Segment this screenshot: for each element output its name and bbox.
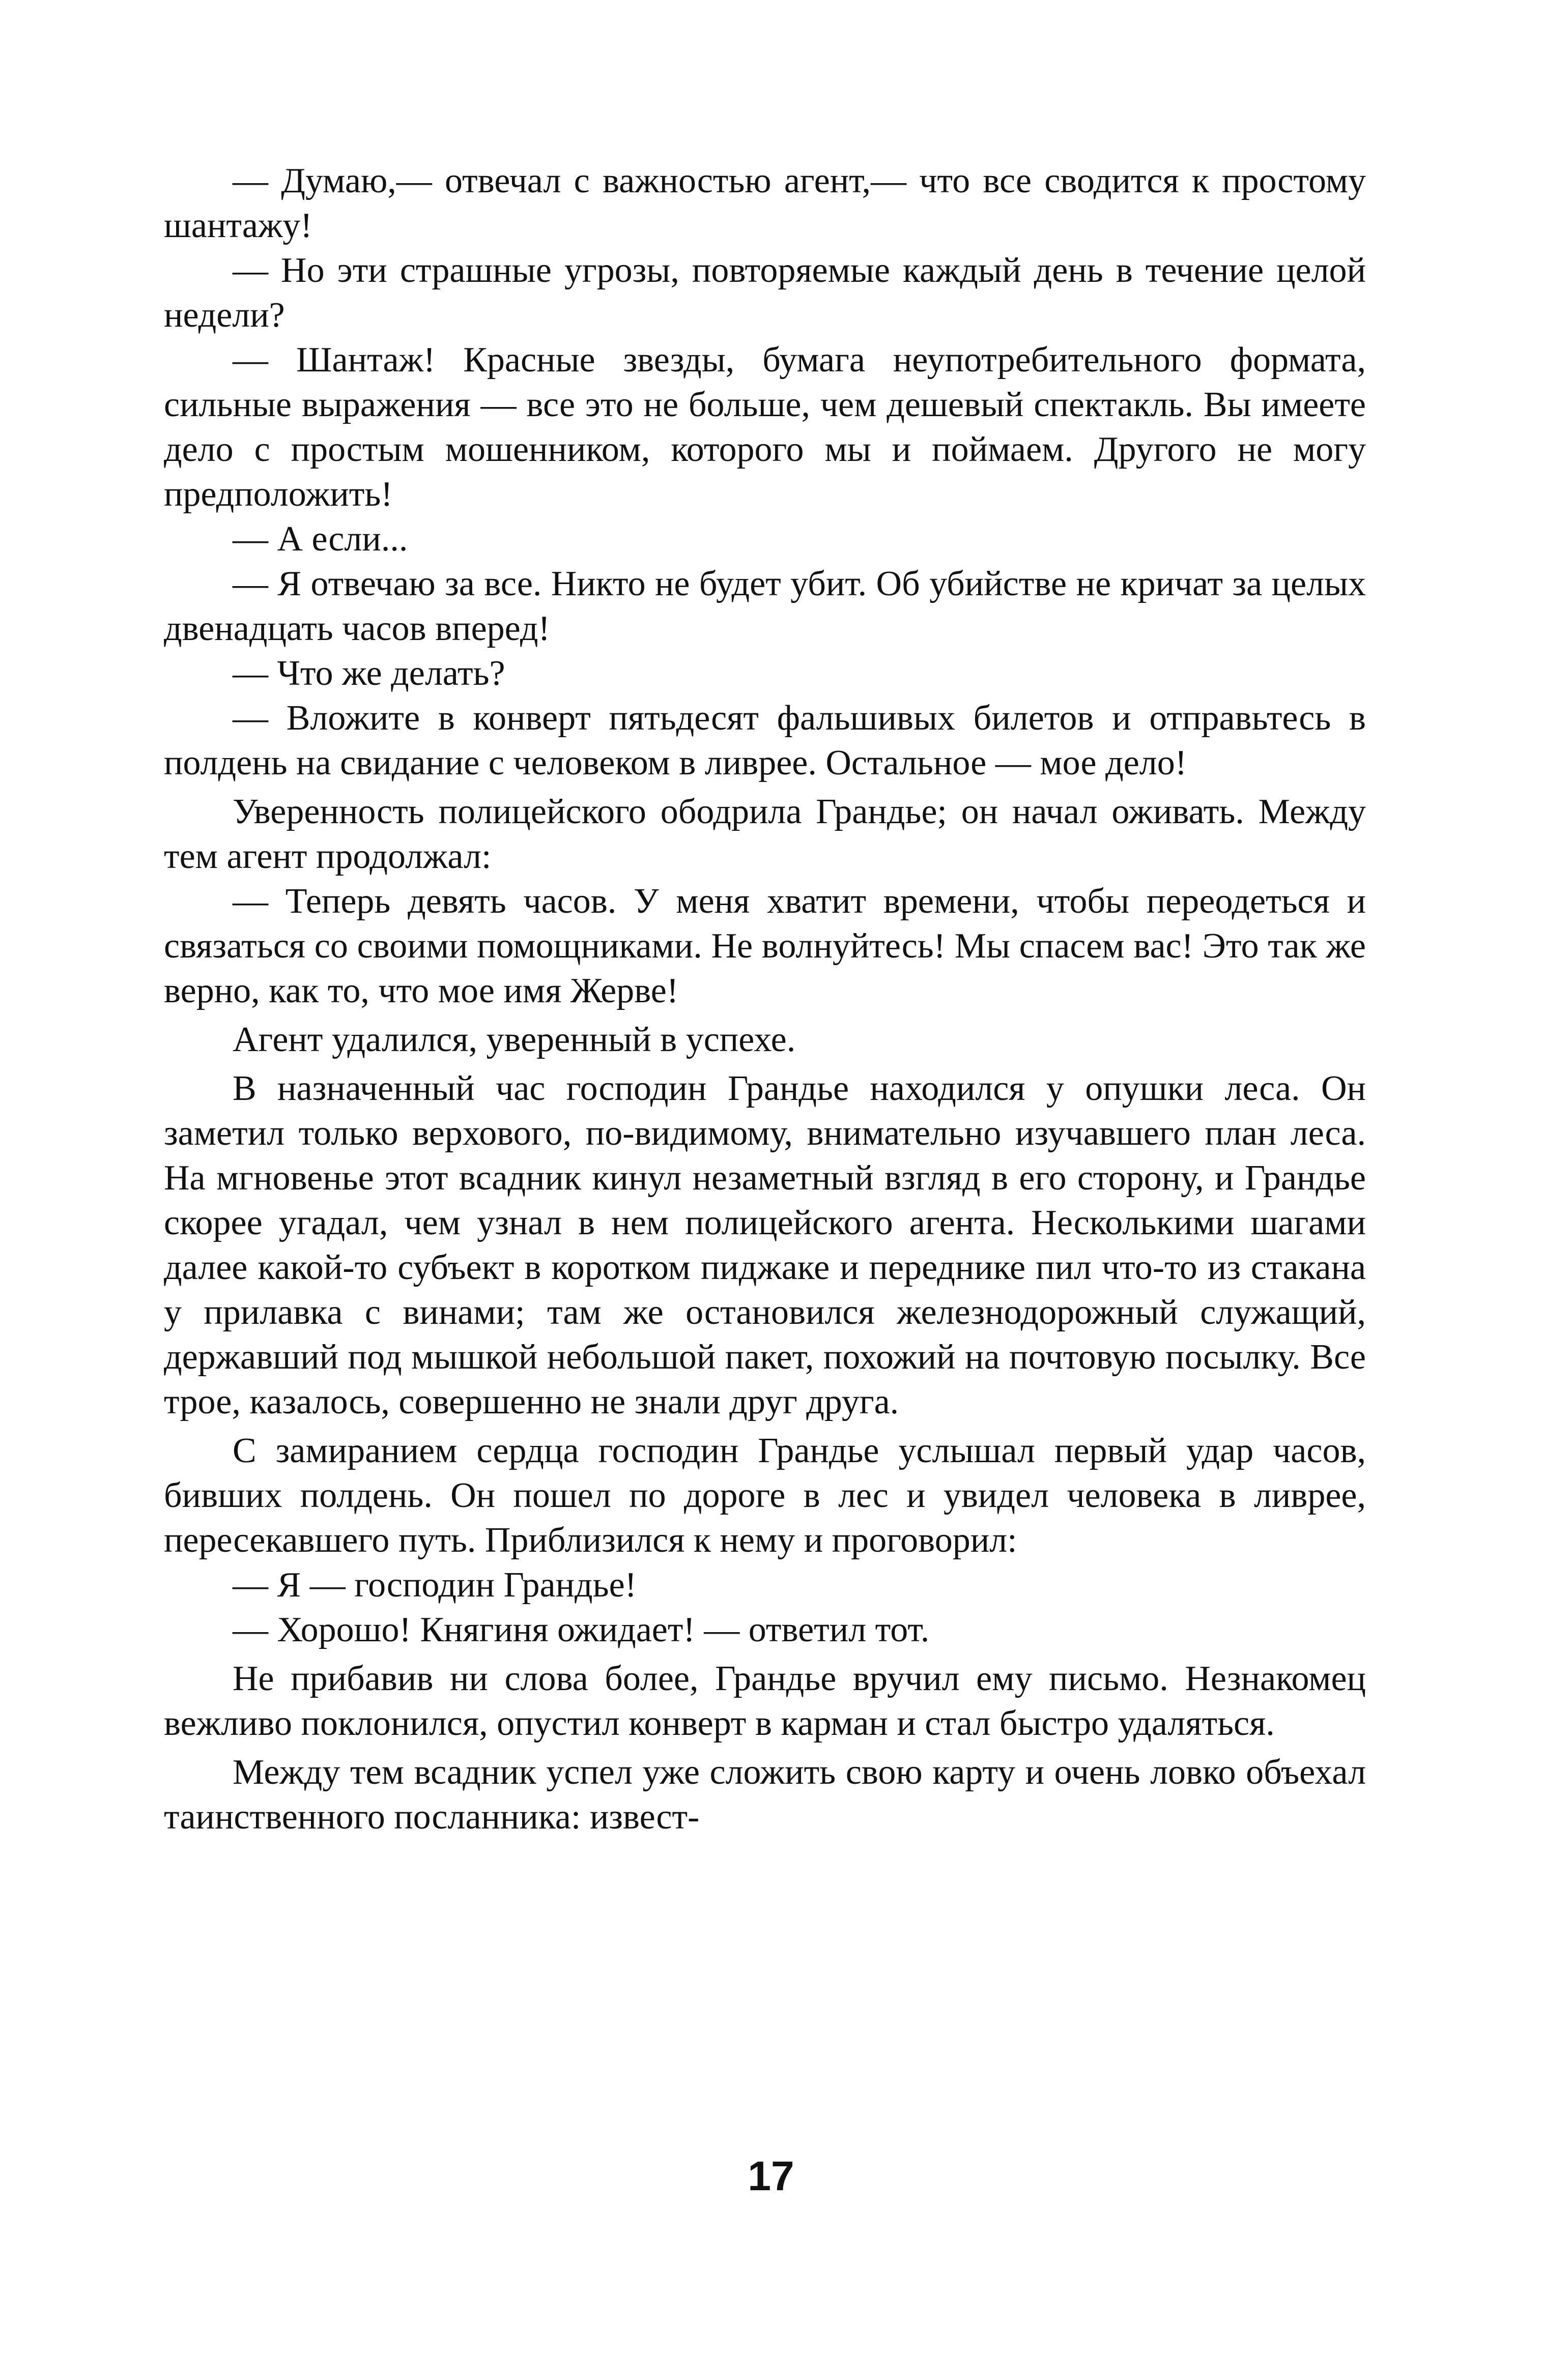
paragraph-4: — А если... — [233, 519, 408, 559]
page-number: 17 — [748, 2153, 794, 2199]
paragraph-11: В назначенный час господин Грандье находился у опушки леса. Он заметил только верхового, по-видимому, внимательно изучавшего план леса. На мгновенье этот всадник кинул незаметный взгляд в его сторону, и Грандье скорее угадал, чем узнал в нем полицейского агента. Несколькими шагами далее какой-то субъект в коротком пиджаке и переднике пил что-то из стакана у прилавка с винами; там же остановился железнодорожный служащий, державший под мышкой небольшой пакет, похожий на почтовую посылку. Все трое, казалось, совершенно не знали друг друга. — [164, 1069, 1366, 1421]
paragraph-2: — Но эти страшные угрозы, повторяемые каждый день в течение целой недели? — [164, 251, 1366, 335]
paragraph-13: — Я — господин Грандье! — [233, 1565, 637, 1605]
paragraph-7: — Вложите в конверт пятьдесят фальшивых билетов и отправьтесь в полдень на свидание с человеком в ливрее. Остальное — мое дело! — [164, 699, 1366, 782]
paragraph-5: — Я отвечаю за все. Никто не будет убит. Об убийстве не кричат за целых двенадцать часов вперед! — [164, 564, 1366, 648]
page-text — [164, 159, 1366, 1840]
paragraph-8: Уверенность полицейского ободрила Грандье; он начал оживать. Между тем агент продолжал: — [164, 792, 1366, 876]
paragraph-6: — Что же делать? — [233, 654, 505, 693]
paragraph-9: — Теперь девять часов. У меня хватит времени, чтобы переодеться и связаться со своими помощниками. Не волнуйтесь! Мы спасем вас! Это так же верно, как то, что мое имя Жерве! — [164, 882, 1366, 1010]
paragraph-15: Не прибавив ни слова более, Грандье вручил ему письмо. Незнакомец вежливо поклонился, опустил конверт в карман и стал быстро удаляться. — [164, 1659, 1366, 1743]
paragraph-10: Агент удалился, уверенный в успехе. — [233, 1020, 796, 1059]
paragraph-14: — Хорошо! Княгиня ожидает! — ответил тот. — [233, 1610, 930, 1649]
paragraph-16: Между тем всадник успел уже сложить свою карту и очень ловко объехал таинственного посланника: извест- — [164, 1753, 1366, 1837]
paragraph-1: — Думаю,— отвечал с важностью агент,— что все сводится к простому шантажу! — [164, 161, 1366, 245]
paragraph-12: С замиранием сердца господин Грандье услышал первый удар часов, бивших полдень. Он пошел по дороге в лес и увидел человека в ливрее, пересекавшего путь. Приблизился к нему и проговорил: — [164, 1431, 1366, 1560]
paragraph-3: — Шантаж! Красные звезды, бумага неупотребительного формата, сильные выражения — все это не больше, чем дешевый спектакль. Вы имеете дело с простым мошенником, которого мы и поймаем. Другого не могу предположить! — [164, 340, 1366, 514]
